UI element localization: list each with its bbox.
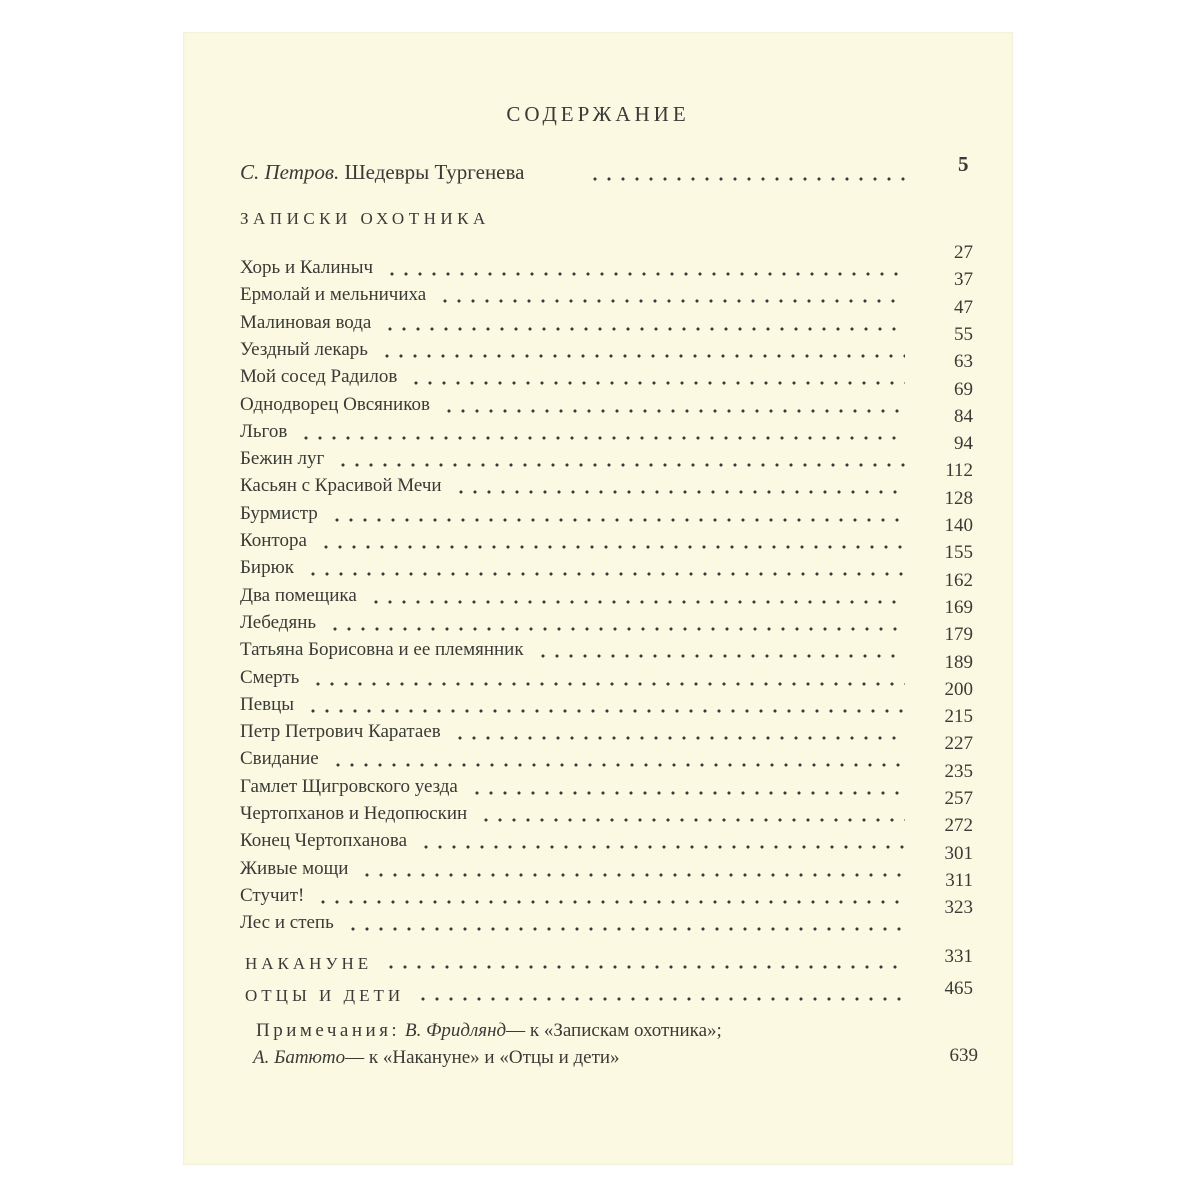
toc-page-number: 311 [945, 869, 973, 891]
notes-author-1: В. Фридлянд [404, 1020, 507, 1041]
toc-row [183, 487, 1013, 530]
toc-page-number: 69 [954, 378, 973, 400]
toc-entry-title: Татьяна Борисовна и ее племянник [240, 639, 524, 661]
leader-dots [299, 436, 905, 440]
toc-page-number: 140 [944, 515, 973, 536]
toc-row [183, 351, 1013, 393]
leader-dots [380, 354, 905, 358]
notes-author-2: А. Батюто [253, 1047, 346, 1068]
toc-row [183, 515, 1013, 557]
toc-row [183, 733, 1013, 775]
leader-dots [319, 545, 905, 549]
notes-text-1: — к «Запискам охотника»; [506, 1020, 722, 1041]
toc-page-number: 162 [944, 569, 973, 591]
intro-page-number: 5 [958, 152, 969, 176]
toc-entry-title: Гамлет Щигровского уезда [240, 775, 458, 797]
toc-page-number: 189 [944, 651, 973, 673]
toc-page-number: 272 [944, 815, 973, 837]
toc-row [183, 815, 1013, 857]
toc-row [183, 678, 1013, 721]
leader-dots [369, 600, 905, 604]
toc-page-number: 200 [944, 678, 973, 700]
toc-page-number: 27 [954, 242, 973, 263]
toc-page-number: 37 [954, 269, 973, 291]
toc-row [183, 706, 1013, 748]
toc-page-number: 155 [944, 542, 973, 564]
page-title: СОДЕРЖАНИЕ [506, 102, 690, 126]
leader-dots [360, 873, 905, 877]
toc-entry-title: Бежин луг [240, 448, 325, 470]
leader-dots [438, 299, 905, 303]
toc-entry-title: Два помещика [240, 584, 357, 606]
leader-dots [453, 736, 905, 740]
toc-row [183, 433, 1013, 475]
novel-row [183, 946, 1013, 977]
toc-page-number: 179 [944, 624, 973, 646]
toc-entry-title: Лес и степь [240, 912, 334, 934]
leader-dots [306, 709, 905, 713]
toc-entry-title: Стучит! [240, 884, 305, 906]
toc-page-number: 323 [944, 897, 973, 919]
notes-line-1 [256, 1020, 722, 1042]
toc-row [183, 242, 1013, 284]
toc-entry-title: Конец Чертопханова [240, 830, 408, 852]
leader-dots [336, 463, 905, 467]
leader-dots [479, 818, 905, 822]
toc-row [183, 323, 1013, 366]
book-page [183, 32, 1013, 1165]
toc-page-number: 227 [944, 733, 973, 755]
toc-row [183, 624, 1013, 666]
toc-row [183, 569, 1013, 612]
leader-dots [328, 627, 905, 631]
toc-row [183, 897, 1013, 939]
toc-entry-title: Бирюк [240, 557, 295, 579]
toc-row [183, 269, 1013, 311]
toc-entry-title: Уездный лекарь [240, 338, 368, 360]
toc-row [183, 542, 1013, 584]
toc-entry-title: Петр Петрович Каратаев [240, 721, 441, 743]
leader-dots [419, 845, 905, 849]
leader-dots [330, 518, 905, 522]
leader-dots [536, 654, 905, 658]
leader-dots [409, 381, 905, 385]
toc-entry-title: Хорь и Калиныч [240, 257, 374, 278]
toc-row [183, 405, 1013, 448]
toc-row [183, 378, 1013, 421]
intro-entry [240, 160, 524, 185]
toc-entry-title: Контора [240, 530, 307, 551]
toc-page-number: 63 [954, 351, 973, 373]
toc-row [183, 842, 1013, 885]
toc-page-number: 215 [944, 706, 973, 728]
toc-row [183, 651, 1013, 694]
toc-page-number: 112 [945, 460, 973, 482]
intro-author: С. Петров. [240, 160, 340, 184]
leader-dots [470, 791, 905, 795]
notes-line-2 [253, 1047, 620, 1069]
notes-text-2: — к «Накануне» и «Отцы и дети» [345, 1047, 620, 1068]
toc-page-number: 84 [954, 405, 973, 427]
leader-dots [454, 490, 905, 494]
toc-page-number: 128 [944, 487, 973, 509]
toc-page-number: 47 [954, 296, 973, 318]
toc-entry-title: Певцы [240, 693, 295, 715]
toc-page-number: 55 [954, 323, 973, 345]
toc-page-number: 94 [954, 433, 973, 455]
leader-dots [416, 997, 905, 1001]
toc-entry-title: Свидание [240, 748, 319, 770]
toc-entry-title: Смерть [240, 666, 300, 688]
toc-entry-title: Чертопханов и Недопюскин [240, 803, 468, 824]
toc-row [183, 869, 1013, 912]
toc-entry-title: Мой сосед Радилов [240, 366, 398, 388]
leader-dots [346, 927, 905, 931]
novel-page-number: 331 [944, 946, 973, 967]
toc-row [183, 596, 1013, 639]
toc-row [183, 788, 1013, 830]
toc-entry-title: Малиновая вода [240, 311, 372, 333]
toc-entry-title: Ермолай и мельничиха [240, 284, 427, 306]
intro-title: Шедевры Тургенева [344, 160, 525, 184]
leader-dots [385, 272, 905, 276]
intro-leader-dots [588, 177, 908, 181]
novel-title: НАКАНУНЕ [245, 954, 373, 973]
leader-dots [306, 572, 905, 576]
toc-page-number: 257 [944, 788, 973, 809]
toc-entry-title: Живые мощи [240, 857, 349, 879]
leader-dots [383, 327, 905, 331]
toc-row [183, 760, 1013, 803]
notes-label: Примечания: [256, 1020, 401, 1041]
toc-entry-title: Однодворец Овсяников [240, 393, 430, 415]
toc-page-number: 301 [944, 842, 973, 864]
novel-row [183, 978, 1013, 1009]
leader-dots [331, 763, 905, 767]
toc-entry-title: Лебедянь [240, 611, 317, 633]
section-heading: ЗАПИСКИ ОХОТНИКА [240, 209, 490, 228]
novel-page-number: 465 [944, 978, 973, 999]
leader-dots [316, 900, 905, 904]
toc-entry-title: Касьян с Красивой Мечи [240, 475, 442, 497]
toc-row [183, 296, 1013, 339]
toc-entry-title: Бурмистр [240, 502, 318, 524]
toc-row [183, 460, 1013, 502]
leader-dots [442, 409, 905, 413]
leader-dots [311, 682, 905, 686]
toc-page-number: 235 [944, 760, 973, 782]
toc-entry-title: Льгов [240, 420, 288, 442]
novel-title: ОТЦЫ И ДЕТИ [245, 986, 405, 1005]
leader-dots [384, 965, 905, 969]
toc-page-number: 169 [944, 596, 973, 618]
notes-page-number: 639 [949, 1045, 978, 1066]
